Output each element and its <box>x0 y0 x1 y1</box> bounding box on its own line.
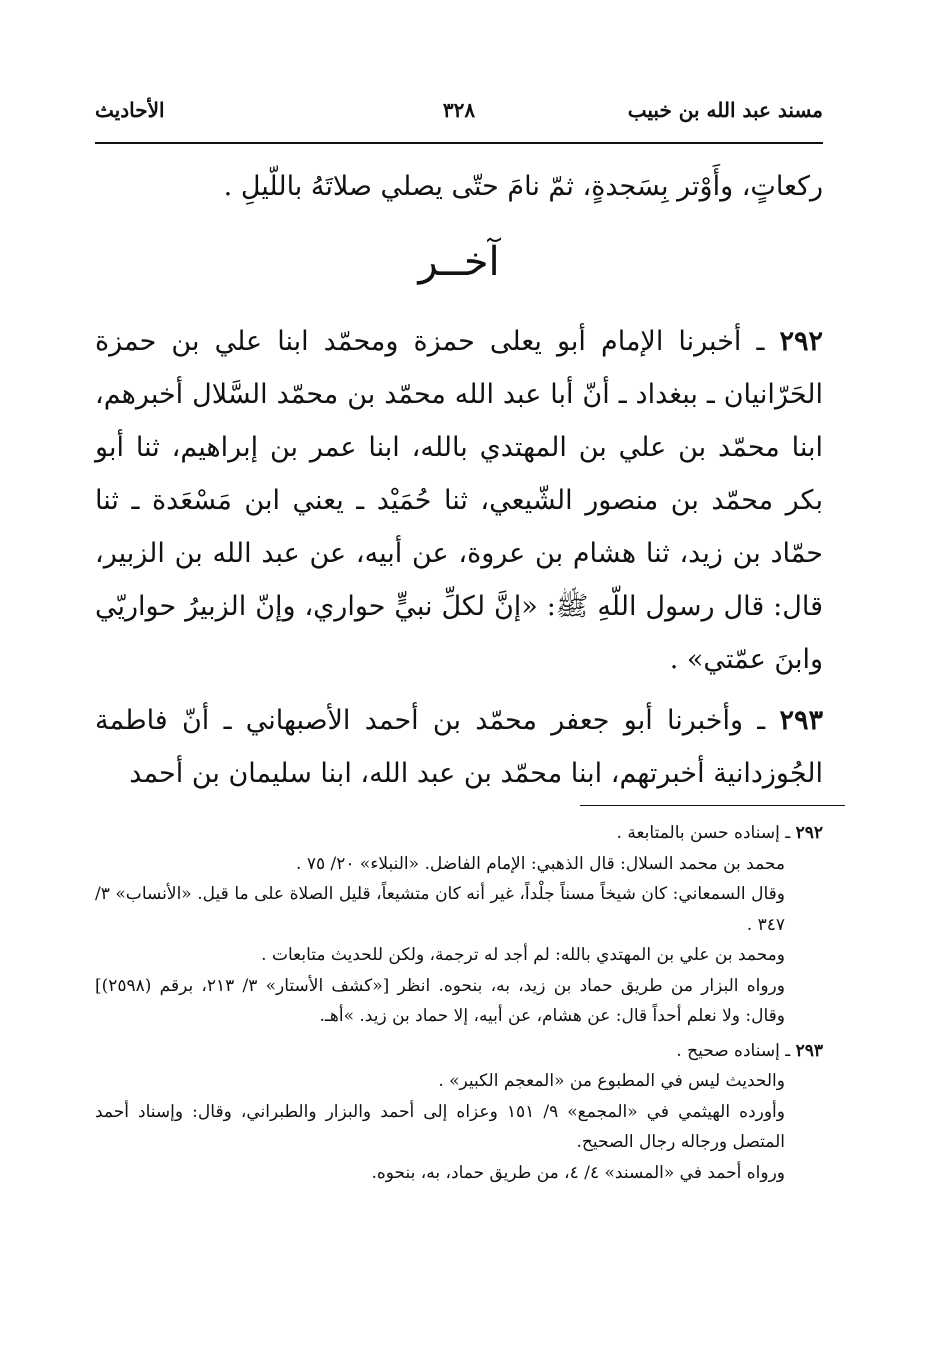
footnote-line: ورواه البزار من طريق حماد بن زيد، به، بنحوه. انظر [«كشف الأستار» ٣/ ٢١٣، برقم (٢٥٩٨)] وقال: ولا نعلم أحداً قال: عن هشام، عن أبيه، إلا حماد بن زيد. »أهـ. <box>95 975 785 1026</box>
footnote-number: ٢٩٣ <box>795 1040 823 1061</box>
hadith-text: ـ أخبرنا الإمام أبو يعلى حمزة ومحمّد ابنا علي بن حمزة الحَرّانيان ـ ببغداد ـ أنّ أبا عبد الله محمّد بن محمّد السَّلال أخبرهم، ابنا محمّد بن علي بن المهتدي بالله، ابنا عمر بن إبراهيم، ثنا أبو بكر محمّد بن منصور الشّيعي، ثنا حُمَيْد ـ يعني ابن مَسْعَدة ـ ثنا حمّاد بن زيد، ثنا هشام بن عروة، عن أبيه، عن عبد الله بن الزبير، قال: قال رسول اللّهِ ﷺ: «إنَّ لكلِّ نبيٍّ حواري، وإنّ الزبيرُ حواريّي وابنَ عمّتي» . <box>95 326 823 675</box>
header-rule <box>95 142 823 144</box>
footnote-line: ومحمد بن علي بن المهتدي بالله: لم أجد له ترجمة، ولكن للحديث متابعات . <box>261 945 785 965</box>
hadith-text: ـ وأخبرنا أبو جعفر محمّد بن أحمد الأصبهاني ـ أنّ فاطمة الجُوزدانية أخبرتهم، ابنا محمّد بن عبد الله، ابنا سليمان بن أحمد <box>95 705 823 789</box>
footnote-head <box>95 1036 823 1067</box>
footnote-line: وأورده الهيثمي في «المجمع» ٩/ ١٥١ وعزاه إلى أحمد والبزار والطبراني، وقال: وإسناد أحمد المتصل ورجاله رجال الصحيح. <box>95 1101 785 1152</box>
footnote-separator <box>580 805 845 806</box>
footnote-292 <box>95 818 823 1032</box>
footnote-line: والحديث ليس في المطبوع من «المعجم الكبير» . <box>438 1071 785 1091</box>
footnote-head-text: ـ إسناده حسن بالمتابعة . <box>616 823 791 843</box>
footnotes <box>95 818 823 1192</box>
hadith-number: ٢٩٢ <box>779 326 823 357</box>
footnote-line: محمد بن محمد السلال: قال الذهبي: الإمام الفاضل. «النبلاء» ٢٠/ ٧٥ . <box>296 853 785 874</box>
footnote-line: ورواه أحمد في «المسند» ٤/ ٤، من طريق حماد، به، بنحوه. <box>371 1162 785 1183</box>
main-text <box>95 160 823 800</box>
hadith-292 <box>95 315 823 686</box>
hadith-number: ٢٩٣ <box>779 705 823 736</box>
section-heading: آخــر <box>418 239 500 285</box>
running-header-book-title: مسند عبد الله بن خبيب <box>627 98 823 122</box>
footnote-293 <box>95 1036 823 1189</box>
hadith-293 <box>95 694 823 800</box>
opening-line: ركعاتٍ، وأَوْتر بِسَجدةٍ، ثمّ نامَ حتّى يصلي صلاتَهُ باللّيلِ . <box>223 171 823 202</box>
page-number: ٣٢٨ <box>442 98 476 122</box>
running-header-section: الأحاديث <box>95 98 165 122</box>
footnote-head-text: ـ إسناده صحيح . <box>676 1040 791 1061</box>
footnote-number: ٢٩٢ <box>795 823 823 843</box>
footnote-line: وقال السمعاني: كان شيخاً مسناً جلْداً، غير أنه كان متشيعاً، قليل الصلاة على ما قيل. «الأنساب» ٣/ ٣٤٧ . <box>95 884 785 935</box>
running-header <box>95 98 823 138</box>
footnote-head <box>95 818 823 849</box>
